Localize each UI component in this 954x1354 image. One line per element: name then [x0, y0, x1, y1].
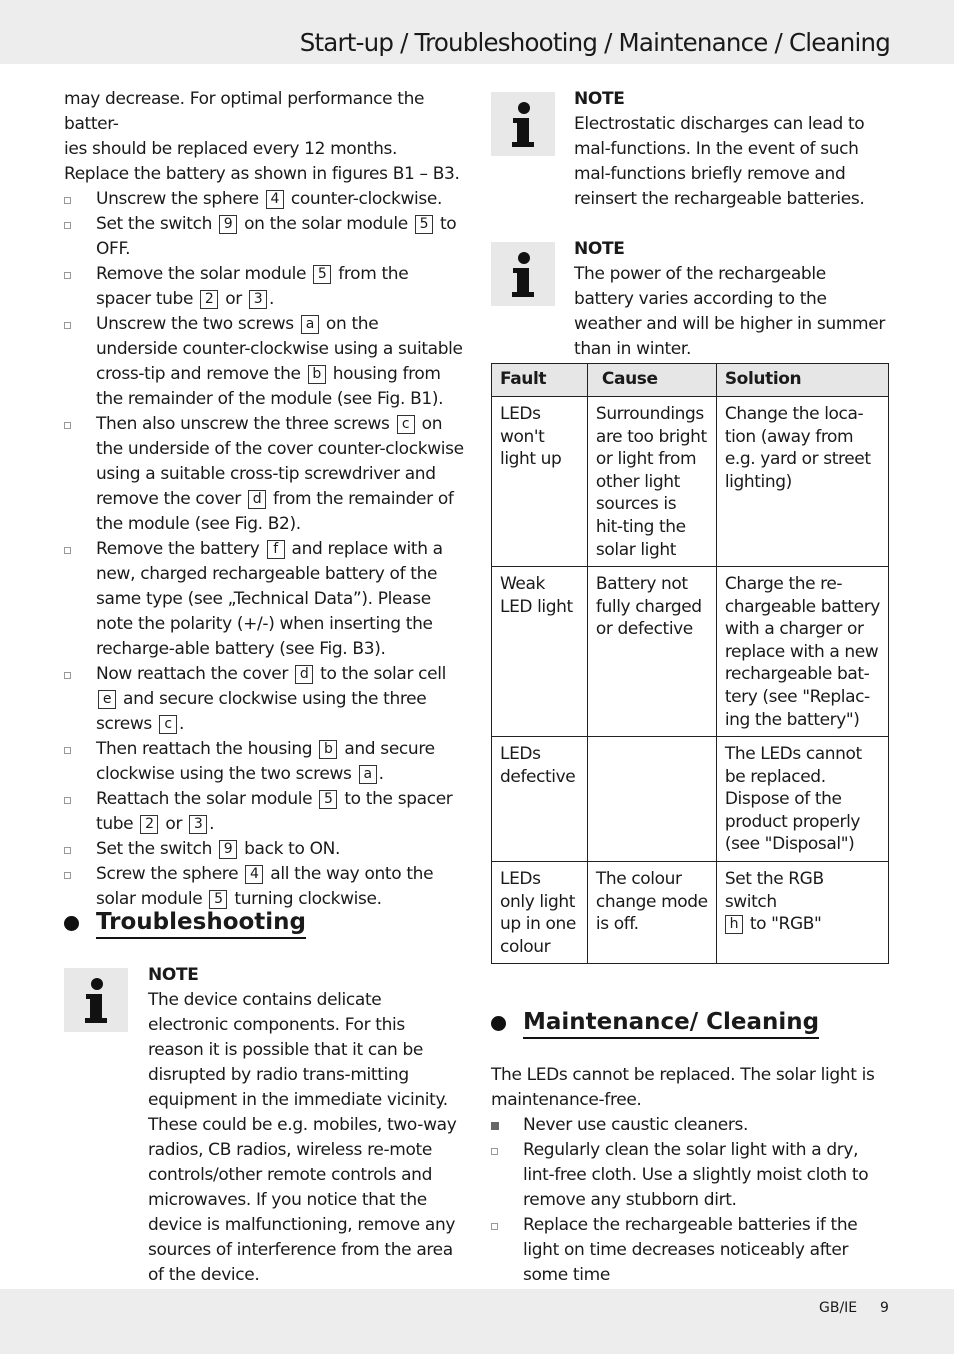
step-text: .: [179, 714, 185, 734]
part-label: 5: [209, 890, 227, 909]
note-body: The power of the rechargeable battery varies according to the weather and will be higher in summer than in winter.: [574, 264, 886, 359]
page-title: Start-up / Troubleshooting / Maintenance / Cleaning: [299, 28, 890, 57]
fault-cell: Weak LED light: [492, 567, 588, 737]
maintenance-content: [491, 1063, 889, 1288]
step-text: back to ON.: [239, 839, 341, 859]
table-row: [492, 862, 889, 964]
part-label-h: h: [725, 915, 743, 934]
part-label: e: [98, 690, 116, 709]
table-row: [492, 567, 889, 737]
step-text: and secure clockwise using the three screws: [96, 689, 427, 734]
step-item: [64, 312, 464, 412]
fault-cell: LEDs defective: [492, 737, 588, 862]
square-bullet-icon: [64, 222, 71, 229]
step-text: Remove the solar module: [96, 264, 312, 284]
info-icon: [491, 92, 555, 156]
step-item: [64, 662, 464, 737]
step-text: Set the switch: [96, 214, 218, 234]
solution-cell: [716, 862, 888, 964]
step-text: .: [268, 289, 275, 309]
part-label: 9: [219, 840, 237, 859]
part-label: 9: [219, 215, 237, 234]
note-troubleshooting: [64, 963, 464, 1288]
solution-cell: Charge the re-chargeable battery with a charger or replace with a new rechargeable bat-tery (see "Replac-ing the battery"): [716, 567, 888, 737]
part-label: 5: [319, 790, 337, 809]
step-text: .: [378, 764, 384, 784]
part-label: 2: [140, 815, 158, 834]
step-item: [64, 212, 464, 262]
list-item-text: Replace the rechargeable batteries if the light on time decreases noticeably after some time: [523, 1215, 858, 1285]
part-label: a: [359, 765, 377, 784]
part-label: 3: [249, 290, 267, 309]
note-battery-power: [491, 237, 889, 362]
part-label: 4: [266, 190, 284, 209]
cause-cell: The colour change mode is off.: [587, 862, 716, 964]
table-header-row: [492, 364, 889, 397]
maintenance-heading: [491, 1007, 819, 1039]
table-row: [492, 737, 889, 862]
step-text: to the solar cell: [315, 664, 447, 684]
step-text: counter-clockwise.: [285, 189, 443, 209]
fault-cell: LEDs won't light up: [492, 397, 588, 567]
note-body: Electrostatic discharges can lead to mal-functions. In the event of such mal-functions briefly remove and reinsert the rechargeable batteries.: [574, 114, 865, 209]
page-number: 9: [880, 1300, 889, 1316]
note-title: NOTE: [148, 965, 199, 985]
part-label: f: [267, 540, 285, 559]
left-column: [64, 87, 464, 912]
step-text: and secure clockwise using the two screws: [96, 739, 435, 784]
column-header-cause: Cause: [587, 364, 716, 397]
table-row: [492, 397, 889, 567]
step-text: all the way onto the solar module: [96, 864, 434, 909]
maintenance-intro: The LEDs cannot be replaced. The solar light is maintenance-free.: [491, 1065, 875, 1110]
list-item: [491, 1138, 889, 1213]
section-bullet-icon: [64, 916, 79, 931]
part-label: b: [319, 740, 337, 759]
column-header-solution: Solution: [716, 364, 888, 397]
part-label: d: [248, 490, 266, 509]
square-bullet-icon: [64, 422, 71, 429]
part-label: 4: [245, 865, 263, 884]
list-item: [491, 1213, 889, 1288]
section-title: Troubleshooting: [96, 907, 306, 939]
solution-cell: The LEDs cannot be replaced. Dispose of the product properly (see "Disposal"): [716, 737, 888, 862]
step-text: .: [209, 814, 215, 834]
part-label: 5: [415, 215, 433, 234]
note-title: NOTE: [574, 239, 625, 259]
intro-line: ies should be replaced every 12 months.: [64, 139, 398, 159]
column-header-fault: Fault: [492, 364, 588, 397]
step-text: Screw the sphere: [96, 864, 244, 884]
section-title: Maintenance/ Cleaning: [523, 1007, 819, 1039]
step-item: [64, 262, 464, 312]
part-label: 2: [200, 290, 218, 309]
info-icon: [491, 242, 555, 306]
cause-cell: Surroundings are too bright or light from other light sources is hit-ting the solar light: [587, 397, 716, 567]
step-text: to the spacer tube: [96, 789, 453, 834]
square-bullet-icon: [64, 672, 71, 679]
step-item: [64, 837, 464, 862]
step-text: on the underside counter-clockwise using a suitable cross-tip and remove the: [96, 314, 463, 384]
list-item-text: Never use caustic cleaners.: [523, 1115, 749, 1135]
troubleshooting-table: [491, 363, 889, 964]
page-footer: [0, 1289, 954, 1354]
info-icon: [64, 968, 128, 1032]
part-label: d: [295, 665, 313, 684]
step-text: Reattach the solar module: [96, 789, 318, 809]
square-bullet-icon: [491, 1223, 498, 1230]
square-bullet-icon: [64, 322, 71, 329]
region-label: GB/IE: [819, 1300, 858, 1316]
step-text: to OFF.: [96, 214, 457, 259]
step-text: on the underside of the cover counter-clockwise using a suitable cross-tip screwdriver and remove the cover: [96, 414, 464, 509]
part-label: a: [301, 315, 319, 334]
solution-text: Set the RGB switch: [724, 869, 824, 912]
step-text: Remove the battery: [96, 539, 265, 559]
list-item: [491, 1113, 889, 1138]
step-text: from the spacer tube: [96, 264, 409, 309]
square-bullet-icon: [491, 1148, 498, 1155]
step-text: or: [220, 289, 247, 309]
step-text: or: [160, 814, 188, 834]
intro-line: Replace the battery as shown in figures B1 – B3.: [64, 164, 460, 184]
step-text: housing from the remainder of the module (see Fig. B1).: [96, 364, 444, 409]
step-text: Then reattach the housing: [96, 739, 318, 759]
step-item: [64, 737, 464, 787]
step-text: from the remainder of the module (see Fig. B2).: [96, 489, 454, 534]
section-bullet-icon: [491, 1016, 506, 1031]
intro-line: may decrease. For optimal performance the batter-: [64, 89, 425, 134]
solution-cell: Change the loca-tion (away from e.g. yard or street lighting): [716, 397, 888, 567]
part-label: b: [308, 365, 326, 384]
cause-cell: [587, 737, 716, 862]
step-text: on the solar module: [239, 214, 413, 234]
step-text: Then also unscrew the three screws: [96, 414, 395, 434]
step-item: [64, 862, 464, 912]
square-bullet-icon: [64, 797, 71, 804]
square-bullet-icon: [64, 272, 71, 279]
square-bullet-icon: [64, 872, 71, 879]
square-bullet-icon: [64, 197, 71, 204]
solution-text: to "RGB": [744, 914, 822, 935]
step-text: Unscrew the sphere: [96, 189, 264, 209]
step-text: Set the switch: [96, 839, 218, 859]
step-text: Unscrew the two screws: [96, 314, 299, 334]
part-label: c: [397, 415, 415, 434]
step-text: and replace with a new, charged rechargeable battery of the same type (see „Technical Data”). Please note the polarity (+/-) when inserting the recharge-able battery (see Fig. B3).: [96, 539, 443, 659]
square-bullet-icon: [64, 547, 71, 554]
step-item: [64, 412, 464, 537]
step-item: [64, 537, 464, 662]
step-text: turning clockwise.: [229, 889, 382, 909]
fault-cell: LEDs only light up in one colour: [492, 862, 588, 964]
step-item: [64, 187, 464, 212]
note-electrostatic: [491, 87, 889, 212]
cause-cell: Battery not fully charged or defective: [587, 567, 716, 737]
page-header: [0, 0, 954, 64]
step-text: Now reattach the cover: [96, 664, 294, 684]
square-bullet-icon: [64, 747, 71, 754]
part-label: c: [159, 715, 177, 734]
square-bullet-icon: [64, 847, 71, 854]
filled-square-bullet-icon: [491, 1122, 499, 1130]
note-body: The device contains delicate electronic components. For this reason it is possible that it can be disrupted by radio trans-mitting equipment in the immediate vicinity. These could be e.g. mobiles, two-way radios, CB radios, wireless re-mote controls/other remote controls and microwaves. If you notice that the device is malfunctioning, remove any sources of interference from the area of the device.: [148, 990, 457, 1285]
troubleshooting-heading: [64, 907, 306, 939]
step-item: [64, 787, 464, 837]
part-label: 5: [313, 265, 331, 284]
list-item-text: Regularly clean the solar light with a dry, lint-free cloth. Use a slightly moist cloth to remove any stubborn dirt.: [523, 1140, 869, 1210]
note-title: NOTE: [574, 89, 625, 109]
part-label: 3: [189, 815, 207, 834]
battery-replacement-steps: [64, 187, 464, 912]
